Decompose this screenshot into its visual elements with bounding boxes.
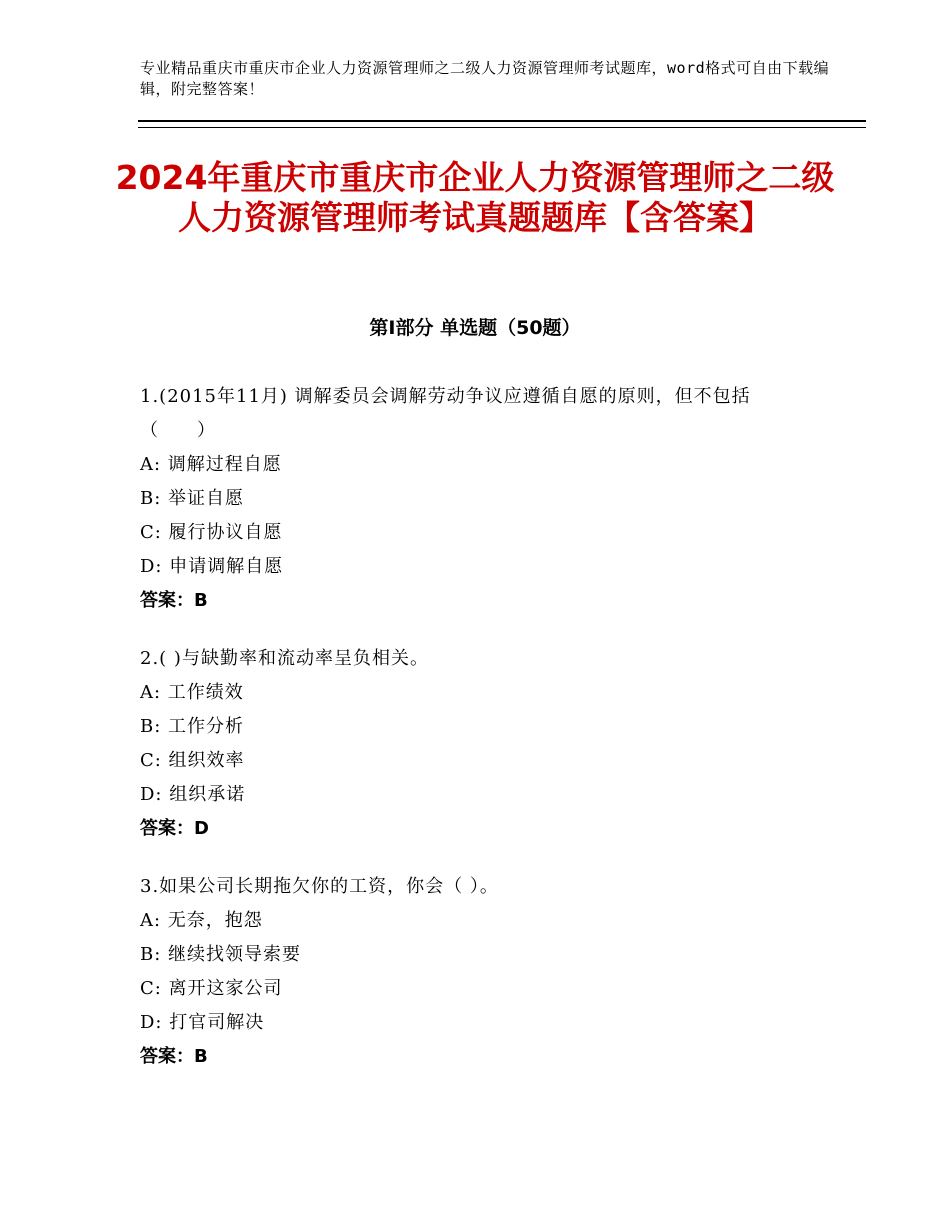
- question-list: [140, 380, 820, 1098]
- option-a: A: 无奈，抱怨: [140, 910, 263, 931]
- option-c: C: 离开这家公司: [140, 978, 283, 999]
- question-2: [140, 642, 820, 846]
- option-b: B: 举证自愿: [140, 488, 245, 509]
- question-3: [140, 870, 820, 1074]
- option-c: C: 履行协议自愿: [140, 522, 283, 543]
- option-d: D: 申请调解自愿: [140, 556, 284, 577]
- option-c: C: 组织效率: [140, 750, 245, 771]
- answer-line: 答案：D: [140, 818, 209, 839]
- document-title: 2024年重庆市重庆市企业人力资源管理师之二级人力资源管理师考试真题题库【含答案】: [115, 158, 835, 237]
- option-a: A: 工作绩效: [140, 682, 244, 703]
- page-header-text: 专业精品重庆市重庆市企业人力资源管理师之二级人力资源管理师考试题库，word格式可自由下载编辑，附完整答案！: [140, 59, 830, 98]
- option-d: D: 组织承诺: [140, 784, 246, 805]
- option-b: B: 继续找领导索要: [140, 944, 302, 965]
- option-b: B: 工作分析: [140, 716, 245, 737]
- header-divider: [138, 120, 866, 128]
- option-d: D: 打官司解决: [140, 1012, 265, 1033]
- question-stem: 2.( )与缺勤率和流动率呈负相关。: [140, 648, 429, 669]
- section-heading: 第Ⅰ部分 单选题（50题）: [369, 317, 581, 339]
- question-stem: 1.(2015年11月) 调解委员会调解劳动争议应遵循自愿的原则，但不包括 （ ）: [140, 386, 751, 441]
- answer-line: 答案：B: [140, 1046, 208, 1067]
- question-stem: 3.如果公司长期拖欠你的工资，你会（ ）。: [140, 876, 499, 897]
- option-a: A: 调解过程自愿: [140, 454, 282, 475]
- answer-line: 答案：B: [140, 590, 208, 611]
- question-1: [140, 380, 820, 618]
